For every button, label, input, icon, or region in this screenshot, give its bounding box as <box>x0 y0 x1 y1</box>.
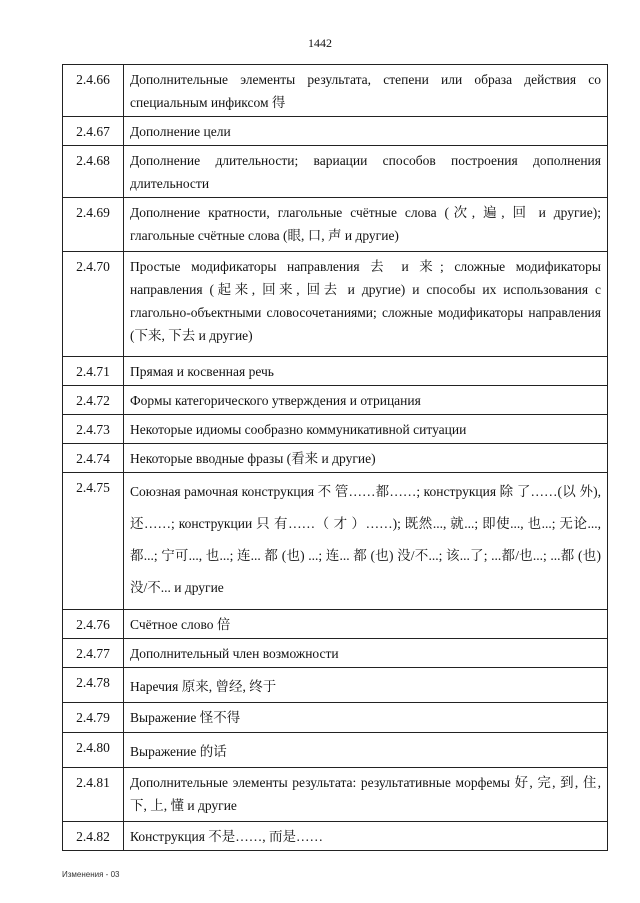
row-number: 2.4.80 <box>63 733 124 768</box>
row-text: Некоторые вводные фразы (看来 и другие) <box>124 444 608 473</box>
row-text: Формы категорического утверждения и отрицания <box>124 386 608 415</box>
row-text: Конструкция 不是……, 而是…… <box>124 822 608 851</box>
table-row <box>63 117 608 146</box>
row-text: Дополнение длительности; вариации способов построения дополнения длительности <box>124 146 608 198</box>
row-number: 2.4.72 <box>63 386 124 415</box>
table-row <box>63 444 608 473</box>
table-row <box>63 473 608 610</box>
row-number: 2.4.68 <box>63 146 124 198</box>
table-row <box>63 415 608 444</box>
row-number: 2.4.82 <box>63 822 124 851</box>
row-text: Дополнение цели <box>124 117 608 146</box>
row-number: 2.4.81 <box>63 768 124 822</box>
footer-revision: Изменения - 03 <box>62 870 120 879</box>
table-row <box>63 146 608 198</box>
row-text: Дополнительные элементы результата: результативные морфемы 好, 完, 到, 住, 下, 上, 懂 и другие <box>124 768 608 822</box>
table-row <box>63 639 608 668</box>
row-text: Наречия 原来, 曾经, 终于 <box>124 668 608 703</box>
row-number: 2.4.67 <box>63 117 124 146</box>
table-row <box>63 822 608 851</box>
row-number: 2.4.71 <box>63 357 124 386</box>
row-text: Дополнение кратности, глагольные счётные слова (次, 遍, 回 и другие); глагольные счётные слова (眼, 口, 声 и другие) <box>124 198 608 252</box>
row-number: 2.4.66 <box>63 65 124 117</box>
row-text: Счётное слово 倍 <box>124 610 608 639</box>
row-number: 2.4.77 <box>63 639 124 668</box>
row-text: Прямая и косвенная речь <box>124 357 608 386</box>
row-text: Простые модификаторы направления 去 и 来; сложные модификаторы направления (起来, 回来, 回去 и другие) и способы их использования с глагольно-объектными словосочетаниями; сложные модификаторы направления (下来, 下去 и другие) <box>124 252 608 357</box>
row-number: 2.4.78 <box>63 668 124 703</box>
table-row <box>63 610 608 639</box>
row-text: Дополнительные элементы результата, степени или образа действия со специальным инфиксом 得 <box>124 65 608 117</box>
table-row <box>63 733 608 768</box>
row-text: Некоторые идиомы сообразно коммуникативной ситуации <box>124 415 608 444</box>
row-number: 2.4.73 <box>63 415 124 444</box>
table-row <box>63 357 608 386</box>
curriculum-table <box>62 64 608 851</box>
page-number: 1442 <box>308 36 332 50</box>
row-number: 2.4.75 <box>63 473 124 610</box>
row-text: Выражение 怪不得 <box>124 703 608 733</box>
table-row <box>63 198 608 252</box>
table-row <box>63 65 608 117</box>
row-text: Выражение 的话 <box>124 733 608 768</box>
table-row <box>63 386 608 415</box>
row-number: 2.4.74 <box>63 444 124 473</box>
row-number: 2.4.70 <box>63 252 124 357</box>
row-text: Дополнительный член возможности <box>124 639 608 668</box>
table-row <box>63 668 608 703</box>
row-number: 2.4.79 <box>63 703 124 733</box>
table-row <box>63 768 608 822</box>
row-number: 2.4.69 <box>63 198 124 252</box>
table-row <box>63 703 608 733</box>
table-row <box>63 252 608 357</box>
row-number: 2.4.76 <box>63 610 124 639</box>
row-text: Союзная рамочная конструкция 不 管……都……; конструкция 除 了……(以 外), 还……; конструкции 只 有……（ 才 ）……); 既然..., 就...; 即使..., 也...; 无论..., 都...; 宁可..., 也...; 连... 都 (也) ...; 连... 都 (也) 没/不...; 该...了; ...都/也...; ...都 (也) 没/不... и другие <box>124 473 608 610</box>
